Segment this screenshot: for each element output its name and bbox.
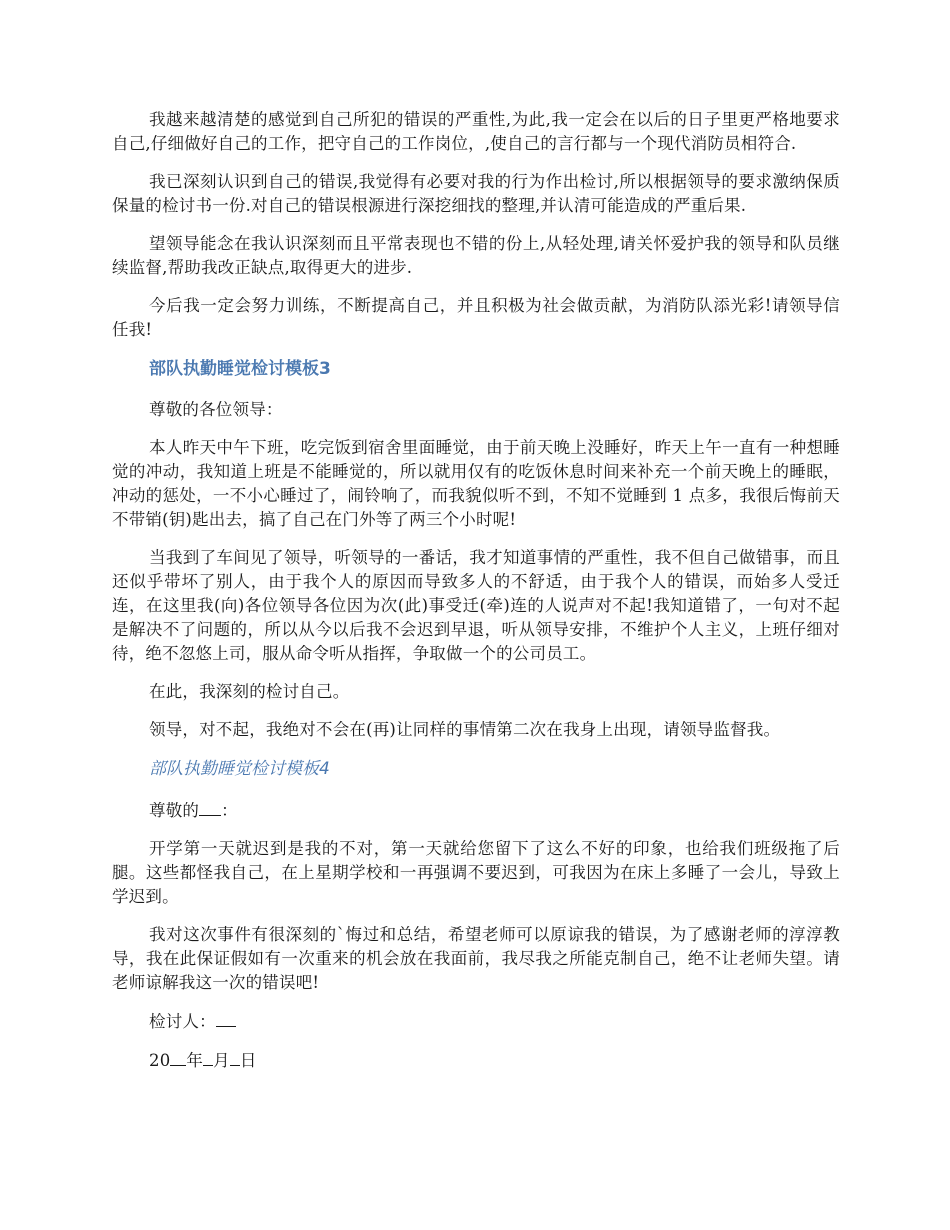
- section-4-heading: 部队执勤睡觉检讨模板4: [149, 759, 330, 779]
- salutation-suffix: ：: [221, 801, 238, 820]
- body-paragraph: 我已深刻认识到自己的错误,我觉得有必要对我的行为作出检讨,所以根据领导的要求激纳保质保量的检讨书一份.对自己的错误根源进行深挖细找的整理,并认清可能造成的严重后果.: [112, 172, 840, 215]
- salutation-prefix: 尊敬的: [149, 801, 200, 820]
- body-paragraph: 我对这次事件有很深刻的`悔过和总结，希望老师可以原谅我的错误，为了感谢老师的淳淳教导，我在此保证假如有一次重来的机会放在我面前，我尽我之所能克制自己，绝不让老师失望。请老师谅解我这一次的错误吧!: [112, 925, 840, 992]
- salutation: [112, 798, 840, 823]
- body-paragraph: 望领导能念在我认识深刻而且平常表现也不错的份上,从轻处理,请关怀爱护我的领导和队员继续监督,帮助我改正缺点,取得更大的进步.: [112, 234, 840, 277]
- date-line: [112, 1048, 840, 1073]
- salutation-blank: [199, 798, 221, 816]
- date-year-blank: [170, 1048, 186, 1066]
- body-paragraph: 开学第一天就迟到是我的不对，第一天就给您留下了这么不好的印象，也给我们班级拖了后腿。这些都怪我自己，在上星期学校和一再强调不要迟到，可我因为在床上多睡了一会儿，导致上学迟到。: [112, 839, 840, 906]
- body-paragraph: 领导，对不起，我绝对不会在(再)让同样的事情第二次在我身上出现，请领导监督我。: [149, 720, 781, 739]
- salutation: 尊敬的各位领导：: [149, 400, 283, 419]
- date-month: 月: [213, 1051, 230, 1070]
- signer-blank: [216, 1009, 236, 1027]
- signer-label: 检讨人：: [149, 1012, 216, 1031]
- body-paragraph: 本人昨天中午下班，吃完饭到宿舍里面睡觉，由于前天晚上没睡好，昨天上午一直有一种想睡觉的冲动，我知道上班是不能睡觉的，所以就用仅有的吃饭休息时间来补充一个前天晚上的睡眠，冲动的惩处，一不小心睡过了，闹铃响了，而我貌似听不到，不知不觉睡到 1 点多，我很后悔前天不带销(钥)匙出去，搞了自己在门外等了两三个小时呢!: [112, 438, 840, 529]
- section-3-heading: 部队执勤睡觉检讨模板3: [149, 359, 331, 379]
- date-day: 日: [239, 1051, 257, 1070]
- date-month-blank: [203, 1048, 213, 1066]
- body-paragraph: 今后我一定会努力训练，不断提高自己，并且积极为社会做贡献，为消防队添光彩!请领导信任我!: [112, 296, 840, 339]
- body-paragraph: 在此，我深刻的检讨自己。: [149, 682, 350, 701]
- date-prefix: 20: [149, 1051, 171, 1070]
- body-paragraph: 我越来越清楚的感觉到自己所犯的错误的严重性,为此,我一定会在以后的日子里更严格地要求自己,仔细做好自己的工作，把守自己的工作岗位，,使自己的言行都与一个现代消防员相符合.: [112, 110, 840, 153]
- body-paragraph: 当我到了车间见了领导，听领导的一番话，我才知道事情的严重性，我不但自己做错事，而且还似乎带坏了别人，由于我个人的原因而导致多人的不舒适，由于我个人的错误，而始多人受迁连，在这里我(向)各位领导各位因为次(此)事受迁(牵)连的人说声对不起!我知道错了，一句对不起是解决不了问题的，所以从今以后我不会迟到早退，听从领导安排，不维护个人主义，上班仔细对待，绝不忽悠上司，服从命令听从指挥，争取做一个的公司员工。: [112, 548, 840, 663]
- date-year: 年: [186, 1051, 204, 1070]
- document-page: [112, 108, 840, 1087]
- signer-line: [112, 1009, 840, 1034]
- date-day-blank: [230, 1048, 240, 1066]
